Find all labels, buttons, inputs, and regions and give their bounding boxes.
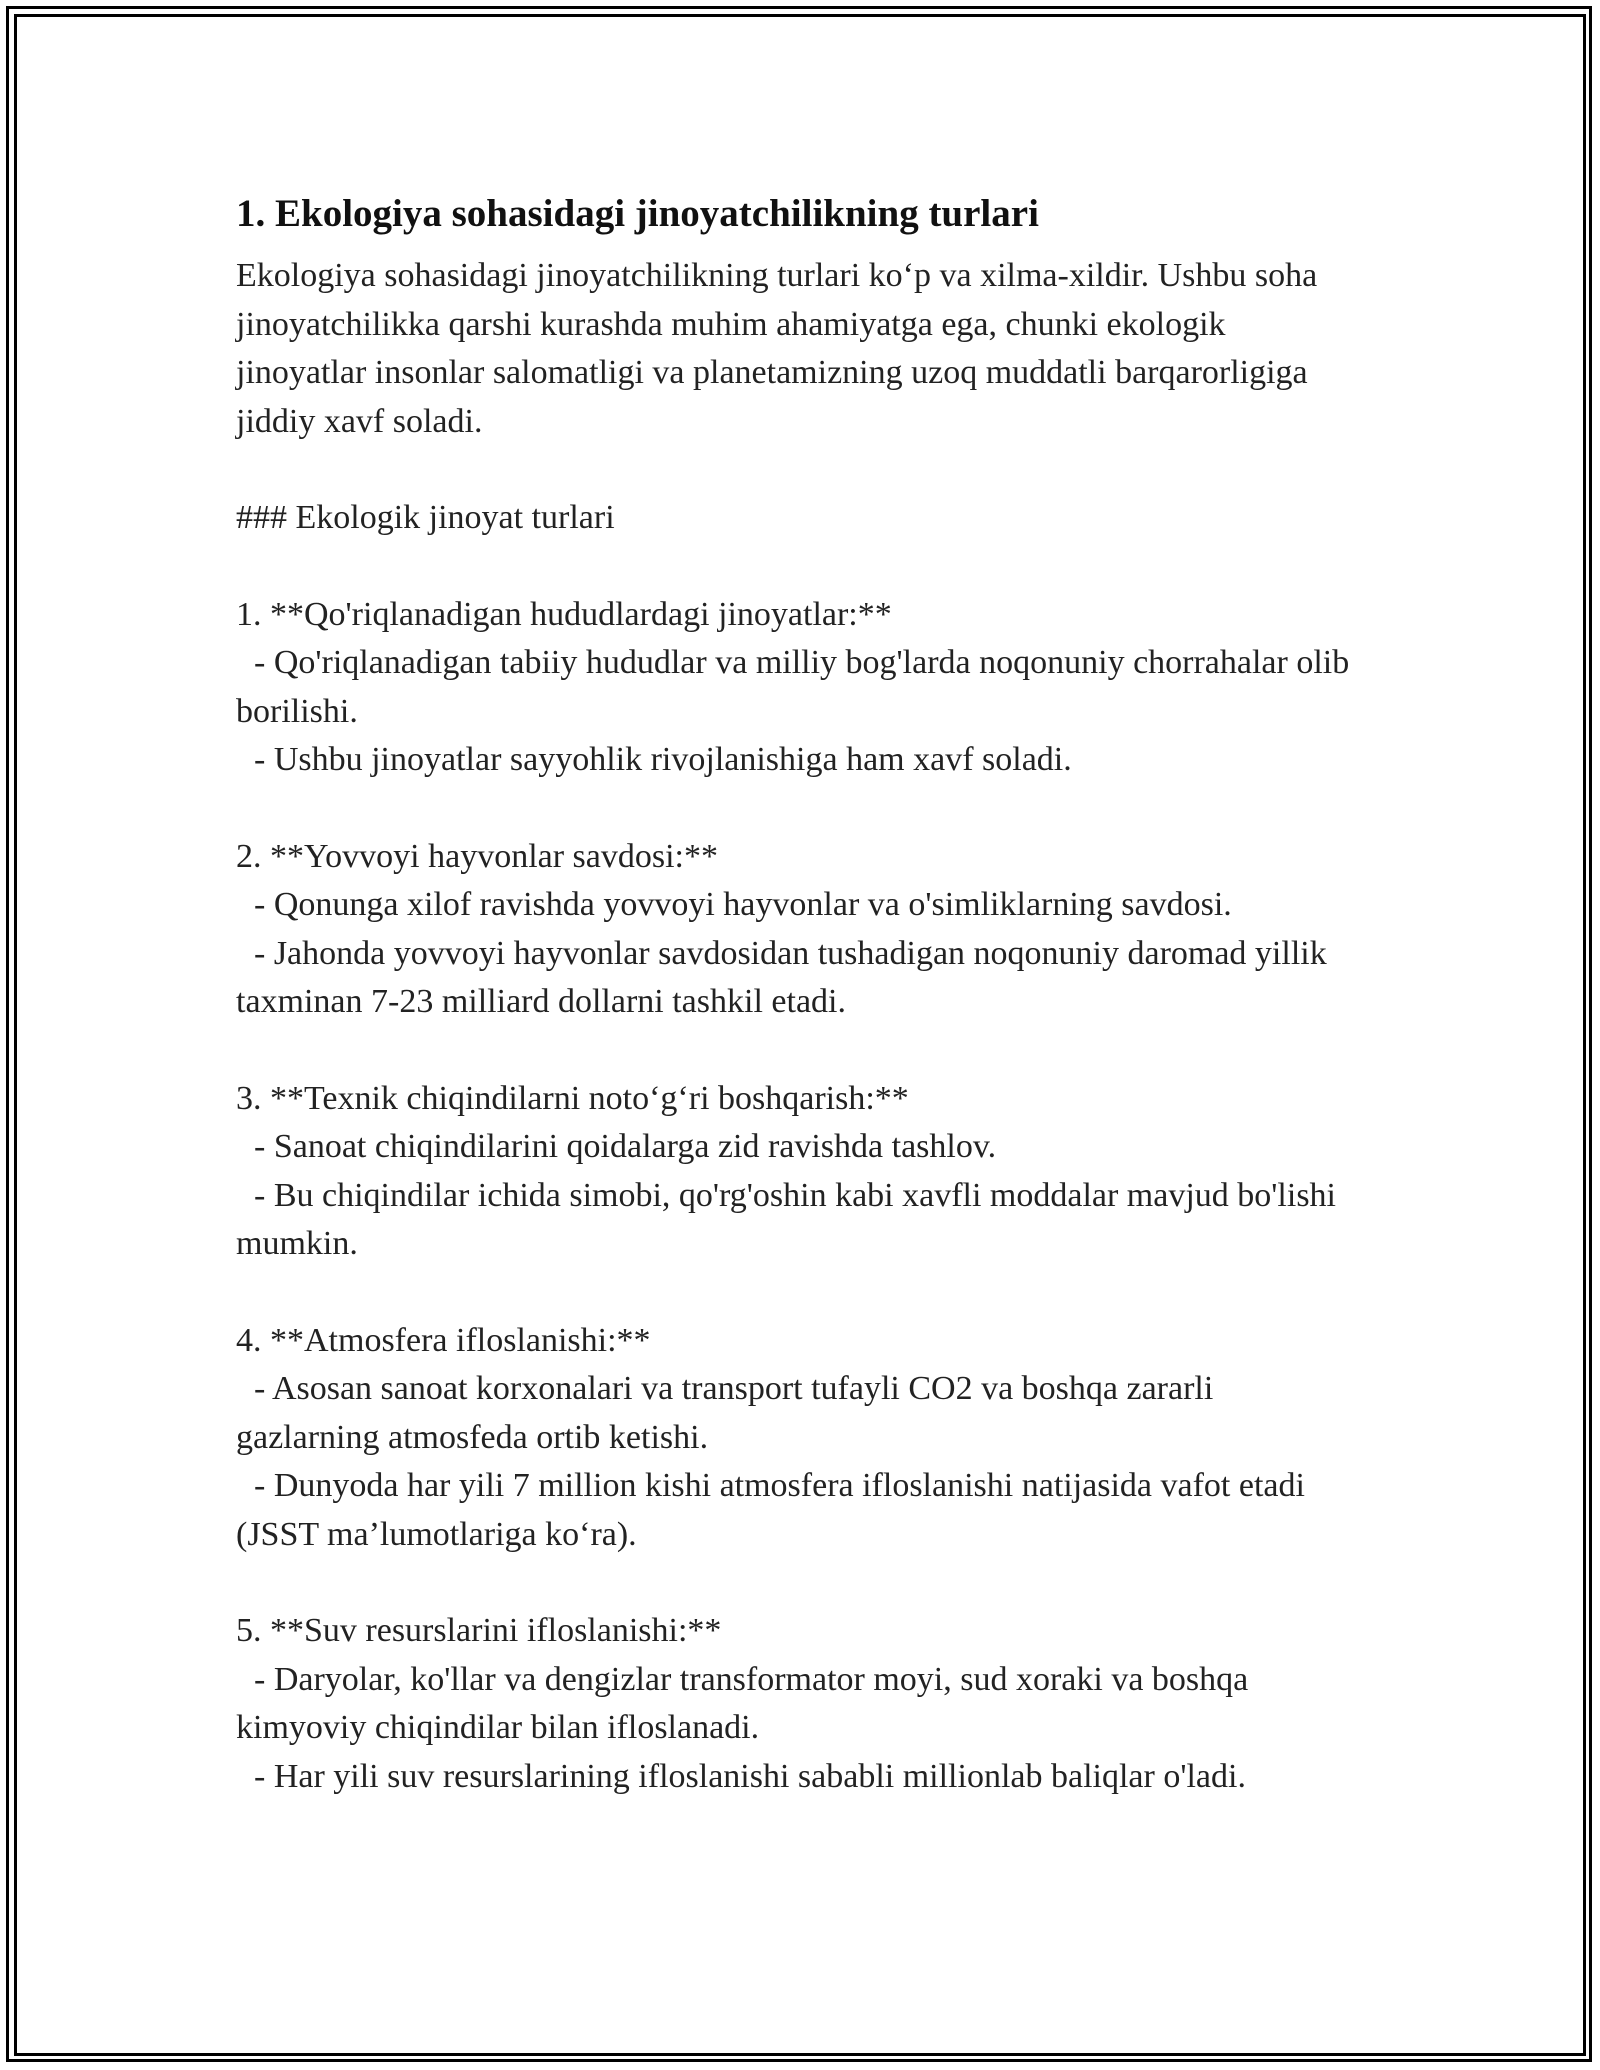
document-title: 1. Ekologiya sohasidagi jinoyatchilikning turlari	[236, 192, 1039, 235]
section-heading: 2. **Yovvoyi hayvonlar savdosi:**	[236, 837, 718, 875]
document-body	[236, 186, 1356, 1801]
crime-type-section	[236, 1607, 1356, 1801]
section-bullet: - Qonunga xilof ravishda yovvoyi hayvonlar va o'simliklarning savdosi.	[254, 886, 1232, 923]
section-bullet: - Ushbu jinoyatlar sayyohlik rivojlanishiga ham xavf soladi.	[254, 741, 1072, 778]
section-heading: 4. **Atmosfera ifloslanishi:**	[236, 1321, 651, 1359]
section-subheading: ### Ekologik jinoyat turlari	[236, 499, 615, 536]
section-bullet: - Asosan sanoat korxonalari va transport tufayli CO2 va boshqa zararli gazlarning atmosfeda ortib ketishi.	[236, 1370, 1214, 1456]
section-bullet: - Jahonda yovvoyi hayvonlar savdosidan tushadigan noqonuniy daromad yillik taxminan 7-23 milliard dollarni tashkil etadi.	[236, 934, 1327, 1020]
intro-paragraph: Ekologiya sohasidagi jinoyatchilikning turlari ko‘p va xilma-xildir. Ushbu soha jinoyatchilikka qarshi kurashda muhim ahamiyatga ega, chunki ekologik jinoyatlar insonlar salomatligi va planetamizning uzoq muddatli barqarorligiga jiddiy xavf soladi.	[236, 257, 1318, 440]
crime-type-section	[236, 1317, 1356, 1560]
section-bullet: - Dunyoda har yili 7 million kishi atmosfera ifloslanishi natijasida vafot etadi (JSST ma’lumotlariga ko‘ra).	[236, 1467, 1305, 1553]
section-heading: 3. **Texnik chiqindilarni noto‘g‘ri boshqarish:**	[236, 1079, 909, 1117]
section-bullet: - Sanoat chiqindilarini qoidalarga zid ravishda tashlov.	[254, 1128, 997, 1165]
section-bullet: - Daryolar, ko'llar va dengizlar transformator moyi, sud xoraki va boshqa kimyoviy chiqindilar bilan ifloslanadi.	[236, 1660, 1249, 1746]
section-heading: 5. **Suv resurslarini ifloslanishi:**	[236, 1612, 722, 1649]
section-bullet: - Har yili suv resurslarining ifloslanishi sababli millionlab baliqlar o'ladi.	[254, 1757, 1246, 1795]
crime-type-section	[236, 1075, 1356, 1269]
section-bullet: - Bu chiqindilar ichida simobi, qo'rg'oshin kabi xavfli moddalar mavjud bo'lishi mumkin.	[236, 1176, 1336, 1262]
crime-type-section	[236, 591, 1356, 785]
crime-type-section	[236, 833, 1356, 1027]
section-heading: 1. **Qo'riqlanadigan hududlardagi jinoyatlar:**	[236, 595, 892, 633]
section-bullet: - Qo'riqlanadigan tabiiy hududlar va milliy bog'larda noqonuniy chorrahalar olib borilishi.	[236, 644, 1350, 730]
